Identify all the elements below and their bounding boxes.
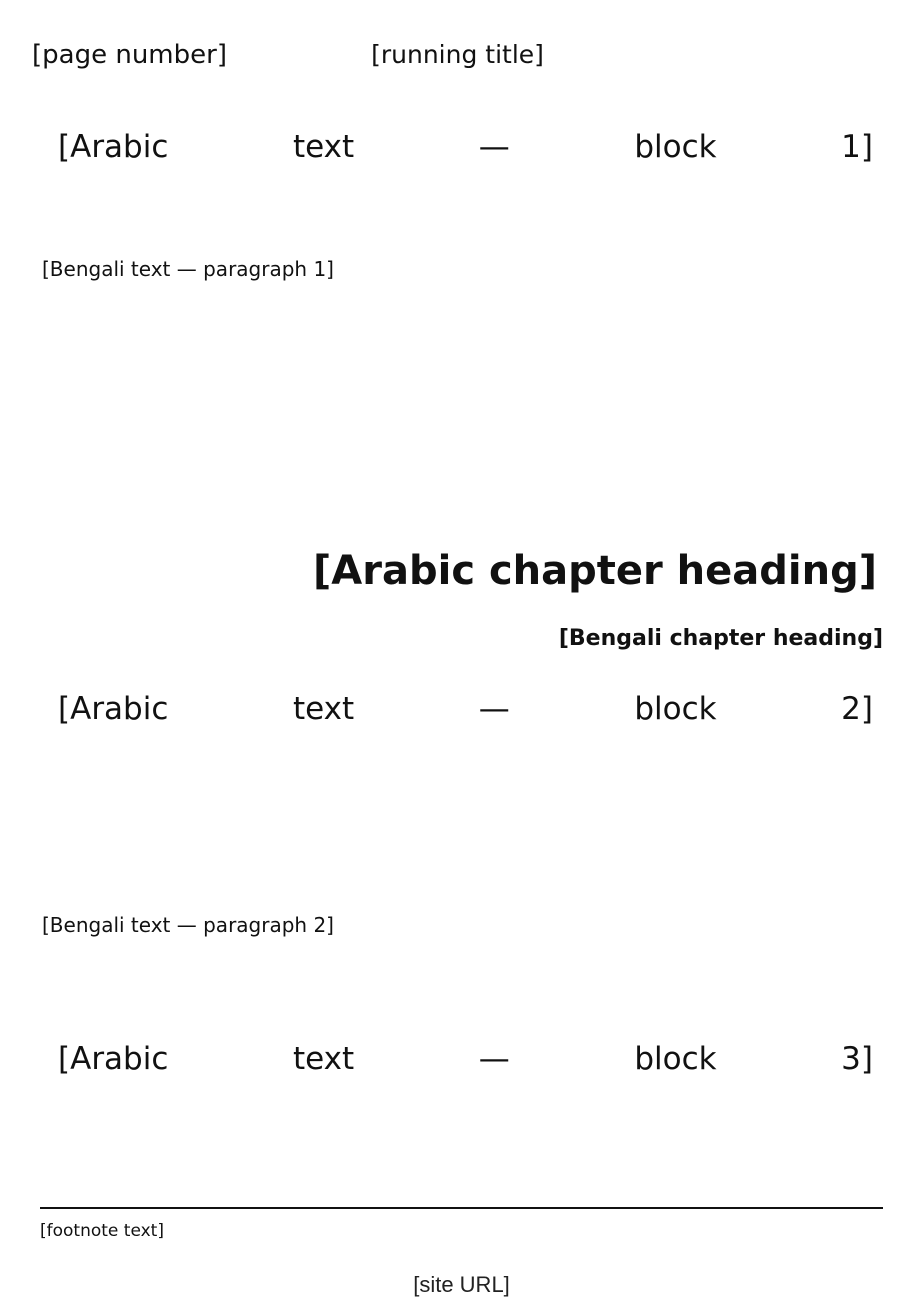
- arabic-block-3: [Arabic text — block 3]: [58, 1041, 873, 1077]
- arabic-block-1: [Arabic text — block 1]: [58, 129, 873, 165]
- chapter-heading-bengali: [Bengali chapter heading]: [558, 626, 883, 651]
- bengali-paragraph-1: [Bengali text — paragraph 1]: [42, 257, 334, 281]
- page-header: [32, 40, 883, 84]
- site-url: [site URL]: [413, 1272, 510, 1297]
- footnote: [footnote text]: [40, 1221, 164, 1241]
- chapter-heading-arabic: [Arabic chapter heading]: [313, 548, 877, 594]
- page-number: [page number]: [32, 40, 227, 70]
- running-title: [running title]: [371, 40, 544, 69]
- footnote-divider: [40, 1207, 883, 1209]
- bengali-paragraph-2: [Bengali text — paragraph 2]: [42, 913, 334, 937]
- arabic-block-2: [Arabic text — block 2]: [58, 691, 873, 727]
